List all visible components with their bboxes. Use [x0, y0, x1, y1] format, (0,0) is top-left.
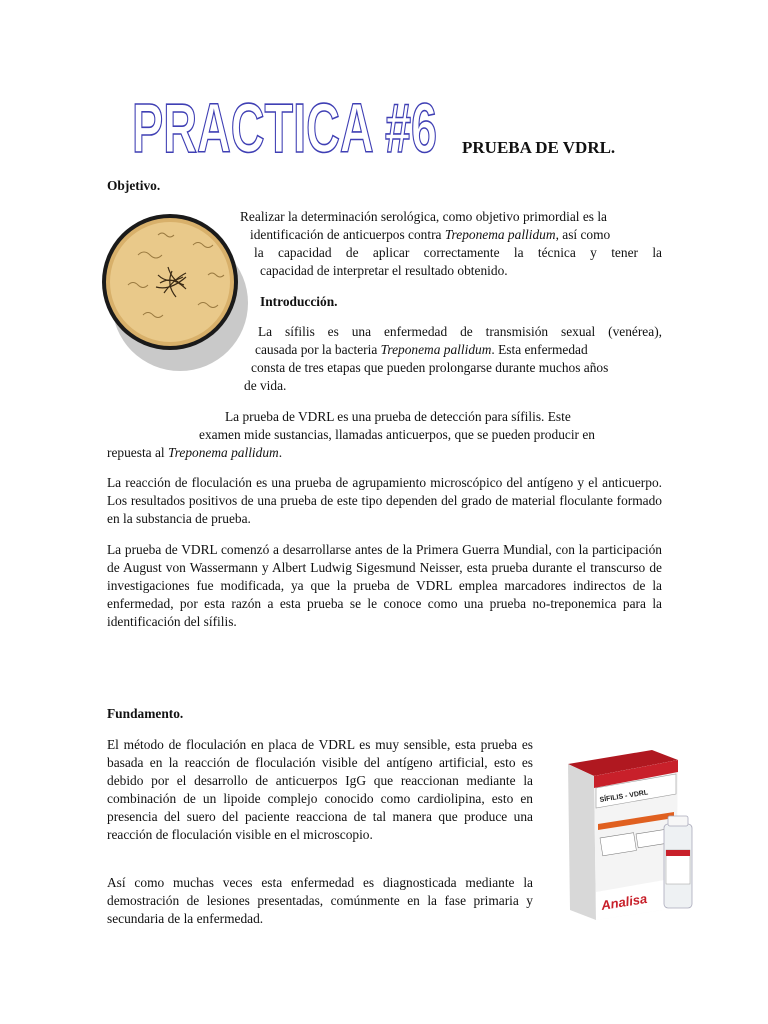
intro-p2-line-3-end: . — [278, 445, 283, 460]
fundamento-paragraph-1: El método de floculación en placa de VDRL es muy sensible, esta prueba es basada en la reacción de floculación visible del antígeno artificial, esto es debido por el desarrollo de anticuerpos IgG que reaccionan mediante la combinación de un lipoide complejo conocido como cardiolipina, esto en presencia del suero del paciente reacciona de tal manera que produce una reacción de floculación visible en el microscopio. — [107, 737, 533, 842]
document-title: PRUEBA DE VDRL. — [462, 138, 616, 157]
intro-p2-line-1: La prueba de VDRL es una prueba de detección para sífilis. Este — [225, 409, 571, 424]
organism-name: Treponema pallidum — [380, 342, 492, 357]
treponema-petri-image — [98, 205, 248, 375]
intro-paragraph-2 — [107, 408, 662, 464]
vdrl-kit-box-image — [556, 742, 696, 922]
intro-paragraph-4: La prueba de VDRL comenzó a desarrollarse antes de la Primera Guerra Mundial, con la participación de August von Wassermann y Albert Ludwig Sigesmund Neisser, esta prueba durante el transcurso de investigaciones fue modificada, ya que la prueba de VDRL emplea marcadores indirectos de la enfermedad, por esta razón a esta prueba se le conoce como una prueba no-treponemica para la identificación del sífilis. — [107, 542, 662, 629]
intro-p2-line-3 — [107, 444, 282, 462]
intro-paragraph-3: La reacción de floculación es una prueba de agrupamiento microscópico del antígeno y el anticuerpo. Los resultados positivos de una prueba de este tipo dependen del grado de material floculante formado en la substancia de prueba. — [107, 475, 662, 526]
objetivo-text — [240, 208, 662, 288]
intro-p1-line-4: de vida. — [244, 378, 287, 393]
wordart-title — [130, 84, 450, 164]
objetivo-line-2-end: , así como — [555, 227, 611, 242]
objetivo-line-2-text: identificación de anticuerpos contra — [250, 227, 445, 242]
intro-p1-line-2 — [255, 341, 588, 359]
fundamento-paragraph-2: Así como muchas veces esta enfermedad es diagnosticada mediante la demostración de lesiones presentadas, comúnmente en la fase primaria y secundaria de la enfermedad. — [107, 875, 533, 926]
product-brand: Analisa — [600, 890, 649, 913]
intro-p2-line-3-text: repuesta al — [107, 445, 168, 460]
fundamento-heading: Fundamento. — [107, 706, 184, 721]
intro-p1-line-3: consta de tres etapas que pueden prolongarse durante muchos años — [251, 360, 609, 375]
wordart-text: PRACTICA #6 — [132, 89, 437, 164]
objetivo-heading: Objetivo. — [107, 178, 161, 193]
product-label: SÍFILIS - VDRL — [599, 789, 649, 804]
intro-p2-line-2: examen mide sustancias, llamadas anticuerpos, que se pueden producir en — [199, 427, 596, 442]
organism-name: Treponema pallidum — [167, 445, 279, 460]
intro-p1-line-1: La sífilis es una enfermedad de transmisión sexual (venérea), — [258, 324, 662, 339]
objetivo-line-2 — [250, 226, 610, 244]
intro-p1-line-2-end: . Esta enfermedad — [491, 342, 588, 357]
intro-p1-line-2-text: causada por la bacteria — [255, 342, 381, 357]
organism-name: Treponema pallidum — [444, 227, 556, 242]
objetivo-line-1: Realizar la determinación serológica, como objetivo primordial es la — [240, 209, 607, 224]
objetivo-line-3: la capacidad de aplicar correctamente la técnica y tener la — [254, 245, 662, 260]
introduccion-heading: Introducción. — [260, 294, 338, 309]
intro-paragraph-1 — [244, 323, 662, 397]
objetivo-line-4: capacidad de interpretar el resultado obtenido. — [260, 263, 508, 278]
